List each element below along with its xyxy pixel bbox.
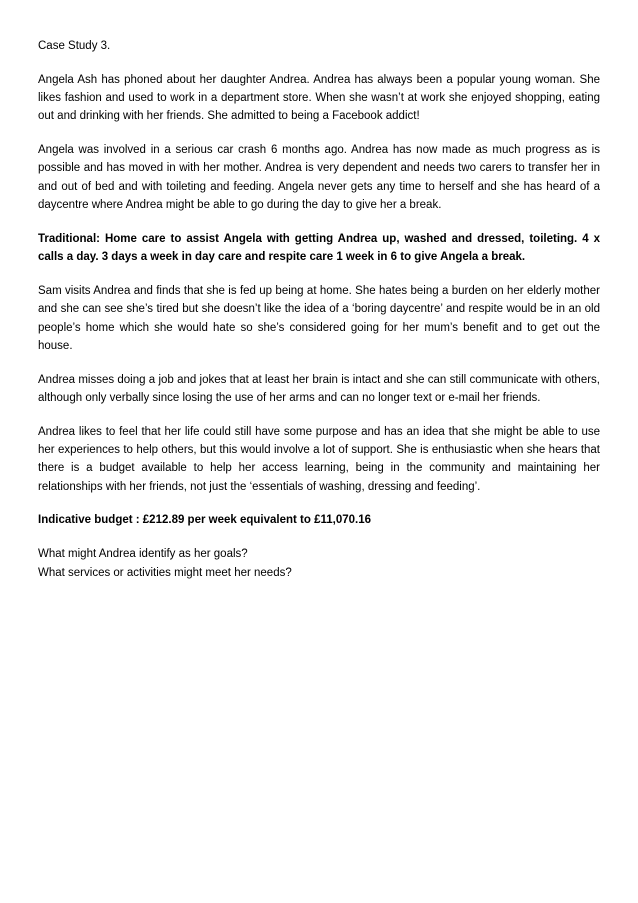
question-services: What services or activities might meet her needs? [38, 566, 292, 579]
paragraph-job-communication: Andrea misses doing a job and jokes that at least her brain is intact and she can still communicate with others, although only verbally since losing the use of her arms and can no longer text or e-mail her friends. [38, 373, 600, 404]
indicative-budget: Indicative budget : £212.89 per week equivalent to £11,070.16 [38, 514, 372, 527]
case-study-title: Case Study 3. [38, 40, 111, 52]
paragraph-traditional-care: Traditional: Home care to assist Angela with getting Andrea up, washed and dressed, toileting. 4 x calls a day. 3 days a week in day care and respite care 1 week in 6 to give Angela a break. [38, 232, 600, 264]
question-goals: What might Andrea identify as her goals? [38, 548, 248, 561]
paragraph-background: Angela Ash has phoned about her daughter Andrea. Andrea has always been a popular young woman. She likes fashion and used to work in a department store. When she wasn’t at work she enjoyed shopping, eating out and drinking with her friends. She admitted to being a Facebook addict! [38, 73, 600, 123]
document-page [38, 37, 600, 582]
paragraph-accident: Angela was involved in a serious car crash 6 months ago. Andrea has now made as much progress as is possible and has moved in with her mother. Andrea is very dependent and needs two carers to transfer her in and out of bed and with toileting and feeding. Angela never gets any time to herself and she has heard of a daycentre where Andrea might be able to go during the day to give her a break. [38, 144, 600, 212]
paragraph-purpose: Andrea likes to feel that her life could still have some purpose and has an idea that she might be able to use her experiences to help others, but this would involve a lot of support. She is enthusiastic when she hears that there is a budget available to help her access learning, being in the community and maintaining her relationships with her friends, not just the ‘essentials of washing, dressing and feeding’. [38, 425, 600, 493]
paragraph-sam-visit: Sam visits Andrea and finds that she is fed up being at home. She hates being a burden on her elderly mother and she can see she’s tired but she doesn’t like the idea of a ‘boring daycentre’ and respite would be in an old people’s home which she would hate so she’s considered going for her mum’s benefit and to get out the house. [38, 284, 600, 352]
